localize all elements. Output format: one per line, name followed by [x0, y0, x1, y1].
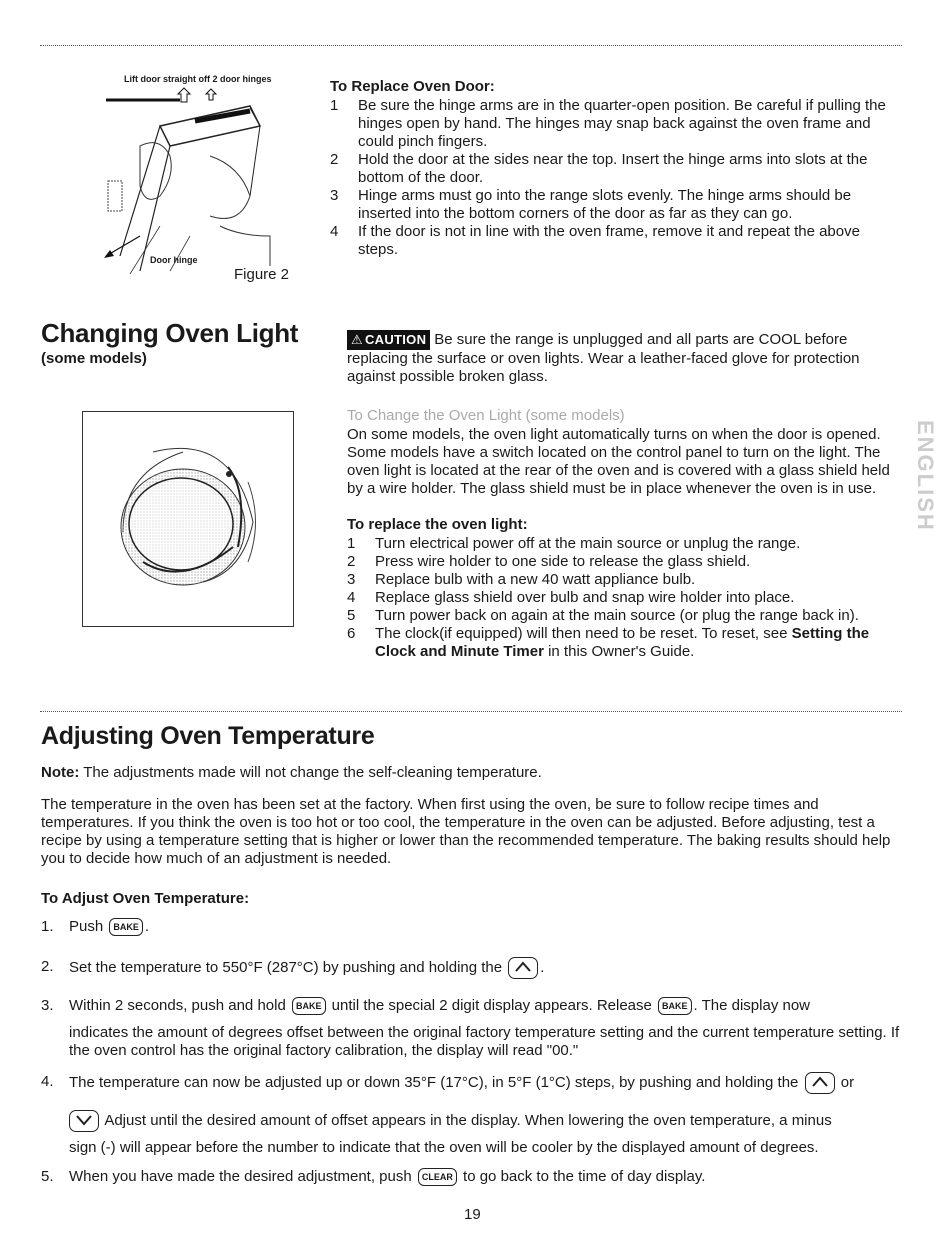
- oven-light-subtitle: (some models): [41, 350, 147, 367]
- figure-top-label: Lift door straight off 2 door hinges: [124, 74, 272, 84]
- adjust-step-4: 4. The temperature can now be adjusted up or down 35°F (17°C), in 5°F (1°C) steps, by pushing and holding the or: [41, 1072, 903, 1094]
- adjust-note: Note: The adjustments made will not change the self-cleaning temperature.: [41, 764, 542, 781]
- list-item: 3 Hinge arms must go into the range slots evenly. The hinge arms should be inserted into the bottom corners of the door as far as they can go.: [330, 187, 852, 222]
- up-arrow-key-icon: [508, 957, 538, 979]
- up-arrow-key-icon: [805, 1072, 835, 1094]
- caution-text: Be sure the range is unplugged and all parts are COOL before replacing the surface or oven lights. Wear a leather-faced glove for protection against possible broken glass.: [347, 331, 860, 385]
- oven-light-subheading: To Change the Oven Light (some models): [347, 407, 625, 424]
- oven-light-steps-heading: To replace the oven light:: [347, 516, 528, 533]
- adjust-step-4-continued: Adjust until the desired amount of offset appears in the display. When lowering the oven temperature, a minus: [69, 1110, 903, 1132]
- adjust-intro: The temperature in the oven has been set at the factory. When first using the oven, be sure to follow recipe times and temperatures. If you think the oven is too hot or too cool, the temperature in the oven can be adjusted. Before adjusting, test a recipe by using a temperature setting that is higher or lower than the recommended temperature. The baking results should help you to decide how much of an adjustment is needed.: [41, 796, 891, 867]
- figure-caption: Figure 2: [234, 266, 290, 283]
- caution-badge: ⚠ CAUTION: [347, 330, 430, 350]
- oven-light-figure: [82, 411, 294, 627]
- adjust-step-2: 2. Set the temperature to 550°F (287°C) by pushing and holding the .: [41, 957, 903, 979]
- list-item: 4 If the door is not in line with the oven frame, remove it and repeat the above steps.: [330, 223, 860, 258]
- language-side-tab: ENGLISH: [913, 420, 938, 532]
- door-hinge-label: Door hinge: [150, 255, 198, 265]
- adjust-step-3: 3. Within 2 seconds, push and hold BAKE until the special 2 digit display appears. Release BAKE . The display now: [41, 997, 811, 1014]
- adjust-step-4-tail: sign (-) will appear before the number to indicate that the oven will be cooler by the displayed amount of degrees.: [69, 1139, 819, 1156]
- bake-key: BAKE: [658, 997, 692, 1015]
- section-rule: [40, 711, 902, 712]
- replace-door-section: [330, 78, 902, 259]
- list-item: 6 The clock(if equipped) will then need to be reset. To reset, see Setting the Clock and Minute Timer in this Owner's Guide.: [347, 625, 870, 660]
- list-item: 5 Turn power back on again at the main source (or plug the range back in).: [347, 607, 859, 624]
- bake-key: BAKE: [292, 997, 326, 1015]
- figure-2: [100, 68, 300, 288]
- replace-door-heading: To Replace Oven Door:: [330, 78, 495, 95]
- list-item: 3 Replace bulb with a new 40 watt appliance bulb.: [347, 571, 696, 588]
- list-item: 2 Hold the door at the sides near the top. Insert the hinge arms into slots at the bottom of the door.: [330, 151, 868, 186]
- bake-key: BAKE: [109, 918, 143, 936]
- adjust-step-5: 5. When you have made the desired adjustment, push CLEAR to go back to the time of day display.: [41, 1168, 706, 1185]
- warning-triangle-icon: ⚠: [351, 332, 363, 347]
- adjust-step-3-continued: indicates the amount of degrees offset between the original factory temperature setting and the current temperature setting. If the oven control has the original factory calibration, the display will read "00.": [69, 1024, 900, 1059]
- down-arrow-key-icon: [69, 1110, 99, 1132]
- oven-light-steps: [347, 535, 902, 661]
- list-item: 1 Be sure the hinge arms are in the quarter-open position. Be careful if pulling the hinges open by hand. The hinges may snap back against the oven frame and could pinch fingers.: [330, 97, 886, 150]
- adjust-title: Adjusting Oven Temperature: [41, 722, 375, 750]
- replace-door-steps: [330, 97, 902, 259]
- adjust-steps-heading: To Adjust Oven Temperature:: [41, 890, 250, 907]
- list-item: 4 Replace glass shield over bulb and snap wire holder into place.: [347, 589, 795, 606]
- list-item: 1 Turn electrical power off at the main source or unplug the range.: [347, 535, 801, 552]
- oven-light-intro: On some models, the oven light automatically turns on when the door is opened. Some models have a switch located on the control panel to turn on the light. The oven light is located at the rear of the oven and is covered with a glass shield held by a wire holder. The glass shield must be in place whenever the oven is in use.: [347, 426, 890, 497]
- top-rule: [40, 45, 902, 46]
- oven-light-illustration: [83, 412, 293, 626]
- caution-paragraph: [347, 330, 902, 386]
- door-removal-illustration: [100, 86, 300, 286]
- oven-light-title: Changing Oven Light: [41, 318, 299, 348]
- adjust-step-1: 1. Push BAKE .: [41, 918, 150, 935]
- clear-key: CLEAR: [418, 1168, 457, 1186]
- page-number: 19: [464, 1206, 481, 1223]
- list-item: 2 Press wire holder to one side to release the glass shield.: [347, 553, 751, 570]
- oven-light-section: [347, 407, 902, 661]
